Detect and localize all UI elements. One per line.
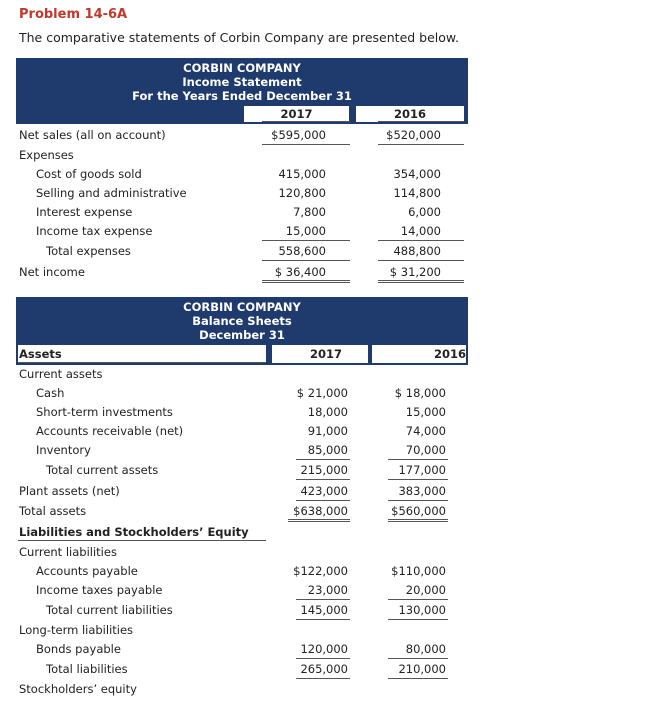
- interest-label: Interest expense: [36, 205, 133, 219]
- ap-label: Accounts payable: [36, 564, 138, 578]
- interest-2016: 6,000: [408, 205, 441, 219]
- balance-sheet-title: Balance Sheets: [192, 314, 292, 328]
- itp-underline-2017: [296, 599, 350, 600]
- ap-2016: $110,000: [391, 564, 446, 578]
- plant-label: Plant assets (net): [19, 484, 120, 498]
- balance-year-2017: 2017: [309, 347, 342, 361]
- net-sales-underline-2016: [378, 144, 464, 145]
- tca-2017: 215,000: [300, 463, 348, 477]
- tcl-underline-2017: [296, 619, 350, 620]
- bonds-label: Bonds payable: [36, 642, 121, 656]
- net-income-double-underline-2016: [378, 280, 464, 283]
- problem-title: Problem 14-6A: [19, 7, 128, 22]
- current-assets-label: Current assets: [19, 367, 103, 381]
- total-liabilities-2017: 265,000: [300, 662, 348, 676]
- income-year-underline-2016: [378, 121, 464, 122]
- itp-2016: 20,000: [405, 583, 446, 597]
- current-liabilities-label: Current liabilities: [19, 545, 117, 559]
- bonds-2016: 80,000: [405, 642, 446, 656]
- total-assets-double-underline-2016: [388, 519, 448, 522]
- total-liabilities-2016: 210,000: [398, 662, 446, 676]
- cash-label: Cash: [36, 386, 65, 400]
- inventory-underline-2017: [296, 459, 350, 460]
- ar-label: Accounts receivable (net): [36, 424, 184, 438]
- income-statement-header: [16, 58, 468, 104]
- income-year-underline-2017: [262, 121, 350, 122]
- balance-sheet-header: [16, 297, 468, 343]
- assets-heading: Assets: [19, 347, 62, 361]
- income-period: For the Years Ended December 31: [132, 89, 352, 103]
- ar-2016: 74,000: [405, 424, 446, 438]
- liabilities-equity-underline: [18, 540, 266, 541]
- net-income-2016: $ 31,200: [389, 265, 441, 279]
- total-assets-2017: $638,000: [293, 504, 348, 518]
- income-year-2017: 2017: [280, 107, 313, 121]
- plant-underline-2016: [388, 500, 448, 501]
- plant-2016: 383,000: [398, 484, 446, 498]
- cash-2017: $ 21,000: [296, 386, 348, 400]
- tca-label: Total current assets: [46, 463, 159, 477]
- cash-2016: $ 18,000: [394, 386, 446, 400]
- cogs-2016: 354,000: [393, 167, 441, 181]
- sti-label: Short-term investments: [36, 405, 173, 419]
- tax-underline-2017: [262, 240, 350, 241]
- sga-2017: 120,800: [278, 186, 326, 200]
- inventory-label: Inventory: [36, 443, 91, 457]
- tcl-2017: 145,000: [300, 603, 348, 617]
- total-expenses-underline-2017: [262, 260, 350, 261]
- cogs-2017: 415,000: [278, 167, 326, 181]
- total-expenses-2017: 558,600: [278, 244, 326, 258]
- net-sales-2016: $520,000: [386, 128, 441, 142]
- inventory-2017: 85,000: [307, 443, 348, 457]
- liabilities-equity-heading: Liabilities and Stockholders’ Equity: [19, 525, 249, 539]
- tcl-label: Total current liabilities: [46, 603, 173, 617]
- balance-year-2016: 2016: [433, 347, 466, 361]
- total-expenses-underline-2016: [378, 260, 464, 261]
- itp-underline-2016: [388, 599, 448, 600]
- tax-label: Income tax expense: [36, 224, 153, 238]
- total-expenses-2016: 488,800: [393, 244, 441, 258]
- sti-2016: 15,000: [405, 405, 446, 419]
- ar-2017: 91,000: [307, 424, 348, 438]
- itp-2017: 23,000: [307, 583, 348, 597]
- sti-2017: 18,000: [307, 405, 348, 419]
- sga-2016: 114,800: [393, 186, 441, 200]
- balance-date: December 31: [199, 328, 285, 342]
- assets-underline: [18, 362, 266, 363]
- inventory-underline-2016: [388, 459, 448, 460]
- tax-underline-2016: [378, 240, 464, 241]
- net-sales-2017: $595,000: [271, 128, 326, 142]
- bonds-2017: 120,000: [300, 642, 348, 656]
- tca-underline-2017: [296, 479, 350, 480]
- income-company-name: CORBIN COMPANY: [183, 61, 301, 75]
- tca-underline-2016: [388, 479, 448, 480]
- net-income-label: Net income: [19, 265, 85, 279]
- tax-2017: 15,000: [285, 224, 326, 238]
- problem-intro: The comparative statements of Corbin Company are presented below.: [19, 30, 459, 45]
- bonds-underline-2017: [296, 658, 350, 659]
- net-income-double-underline-2017: [262, 280, 350, 283]
- total-liabilities-underline-2016: [388, 678, 448, 679]
- total-assets-2016: $560,000: [391, 504, 446, 518]
- stockholders-equity-label: Stockholders’ equity: [19, 682, 137, 696]
- plant-underline-2017: [296, 500, 350, 501]
- sga-label: Selling and administrative: [36, 186, 187, 200]
- total-assets-double-underline-2017: [288, 519, 350, 522]
- interest-2017: 7,800: [293, 205, 326, 219]
- net-sales-underline-2017: [262, 144, 350, 145]
- bonds-underline-2016: [388, 658, 448, 659]
- tcl-underline-2016: [388, 619, 448, 620]
- itp-label: Income taxes payable: [36, 583, 163, 597]
- total-expenses-label: Total expenses: [46, 244, 131, 258]
- balance-company-name: CORBIN COMPANY: [183, 300, 301, 314]
- inventory-2016: 70,000: [405, 443, 446, 457]
- ap-2017: $122,000: [293, 564, 348, 578]
- tcl-2016: 130,000: [398, 603, 446, 617]
- total-assets-label: Total assets: [19, 504, 87, 518]
- net-sales-label: Net sales (all on account): [19, 128, 166, 142]
- income-statement-title: Income Statement: [182, 75, 302, 89]
- net-income-2017: $ 36,400: [274, 265, 326, 279]
- tca-2016: 177,000: [398, 463, 446, 477]
- expenses-label: Expenses: [19, 148, 74, 162]
- income-year-2016: 2016: [393, 107, 426, 121]
- total-liabilities-underline-2017: [296, 678, 350, 679]
- long-term-liabilities-label: Long-term liabilities: [19, 623, 134, 637]
- total-liabilities-label: Total liabilities: [46, 662, 128, 676]
- cogs-label: Cost of goods sold: [36, 167, 142, 181]
- tax-2016: 14,000: [400, 224, 441, 238]
- plant-2017: 423,000: [300, 484, 348, 498]
